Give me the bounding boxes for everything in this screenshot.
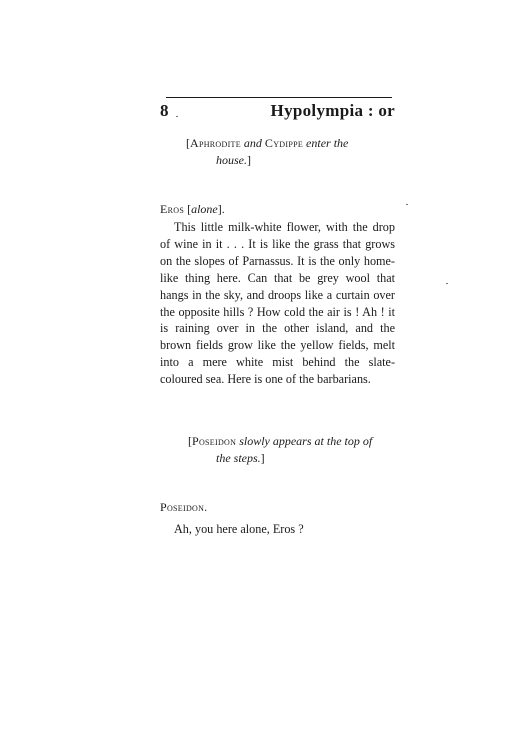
stage-direction-enter-line1 (186, 135, 348, 151)
speaker-name: Poseidon. (160, 500, 208, 514)
stage-action-text: enter the (306, 136, 349, 150)
speaker-aside: alone (191, 202, 218, 216)
connector-word: and (243, 136, 262, 150)
character-name-cydippe: Cydippe (264, 136, 304, 150)
page-number: 8 (160, 101, 169, 120)
scan-speck (176, 116, 178, 117)
bracket-close: ] (260, 451, 265, 465)
stage-action-text-cont: the steps. (216, 451, 261, 465)
stage-direction-enter-line2 (216, 152, 251, 168)
bracket-open: [ (186, 136, 190, 150)
bracket-open: [ (188, 434, 192, 448)
speech-text-eros: This little milk-white flower, with the drop of wine in it . . . It is like the grass that grows on the slopes of Parnassus. It is the only home-like thing here. Can that be grey wool that hangs in the sky, and droops like a curtain over the opposite hills ? How cold the air is ! Ah ! it is raining over in the other island, and the brown fields grow like the yellow fields, melt into a mere white mist behind the slate-coloured sea. Here is one of the barbarians. (160, 220, 395, 387)
stage-direction-appears-line2 (216, 450, 265, 466)
speech-text-poseidon: Ah, you here alone, Eros ? (174, 522, 304, 536)
stage-action-text: slowly appears at the top of (239, 434, 373, 448)
scan-speck (406, 204, 408, 205)
scan-speck (446, 283, 448, 284)
bracket-open: [ (184, 202, 192, 216)
bracket-close: ] (247, 153, 251, 167)
character-name-poseidon: Poseidon (192, 434, 237, 448)
speaker-name: Eros (160, 202, 185, 216)
bracket-close: ]. (217, 202, 225, 216)
stage-action-text-cont: house. (216, 153, 247, 167)
character-name-aphrodite: Aphrodite (190, 136, 241, 150)
speaker-heading-poseidon (160, 499, 207, 515)
running-head: Hypolympia : or (270, 101, 395, 120)
stage-direction-appears-line1 (188, 433, 372, 449)
speaker-heading-eros (160, 201, 225, 217)
header-rule (166, 97, 392, 98)
